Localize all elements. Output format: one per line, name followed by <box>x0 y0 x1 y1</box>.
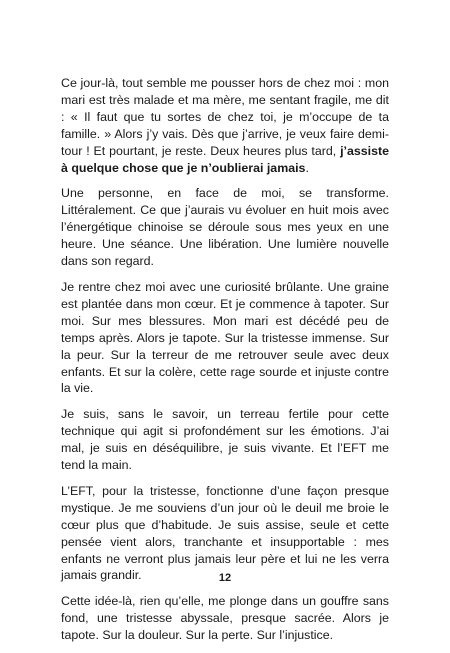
body-text <box>61 75 389 653</box>
paragraph-4: Je suis, sans le savoir, un terreau fertile pour cette technique qui agit si profondément sur les émotions. J’ai mal, je suis en déséquilibre, je suis vivante. Et l’EFT me tend la main. <box>61 407 389 473</box>
paragraph-1-text: Ce jour-là, tout semble me pousser hors de chez moi : mon mari est très malade et ma mère, me sentant fragile, me dit : « Il faut que tu sortes de chez toi, je m’occupe de ta famille. » Alors j’y vais. Dès que j’arrive, je veux faire demi-tour ! Et pourtant, je reste. Deux heures plus tard, <box>61 76 389 158</box>
paragraph-1 <box>61 75 389 176</box>
page-number: 12 <box>218 572 232 584</box>
paragraph-3: Je rentre chez moi avec une curiosité brûlante. Une graine est plantée dans mon cœur. Et je commence à tapoter. Sur moi. Sur mes blessures. Mon mari est décédé peu de temps après. Alors je tapote. Sur la tristesse immense. Sur la peur. Sur la terreur de me retrouver seule avec deux enfants. Et sur la colère, cette rage sourde et injuste contre la vie. <box>61 279 389 396</box>
paragraph-1-bold-text: j’assiste à quelque chose que je n’oublierai jamais <box>61 143 389 175</box>
paragraph-5: L’EFT, pour la tristesse, fonctionne d’une façon presque mystique. Je me souviens d’un jour où le deuil me broie le cœur plus que d’habitude. Je suis assise, seule et cette pensée vient alors, tranchante et insupportable : mes enfants ne verront plus jamais leur père et lui ne les verra jamais grandir. <box>61 483 389 583</box>
paragraph-6: Cette idée-là, rien qu’elle, me plonge dans un gouffre sans fond, une tristesse abyssale, presque sacrée. Alors je tapote. Sur la douleur. Sur la perte. Sur l’injustice. <box>61 594 389 643</box>
paragraph-2: Une personne, en face de moi, se transforme. Littéralement. Ce que j’aurais vu évoluer en huit mois avec l’énergétique chinoise se déroule sous mes yeux en une heure. Une séance. Une libération. Une lumière nouvelle dans son regard. <box>61 186 389 269</box>
paragraph-1-tail: . <box>305 160 309 175</box>
